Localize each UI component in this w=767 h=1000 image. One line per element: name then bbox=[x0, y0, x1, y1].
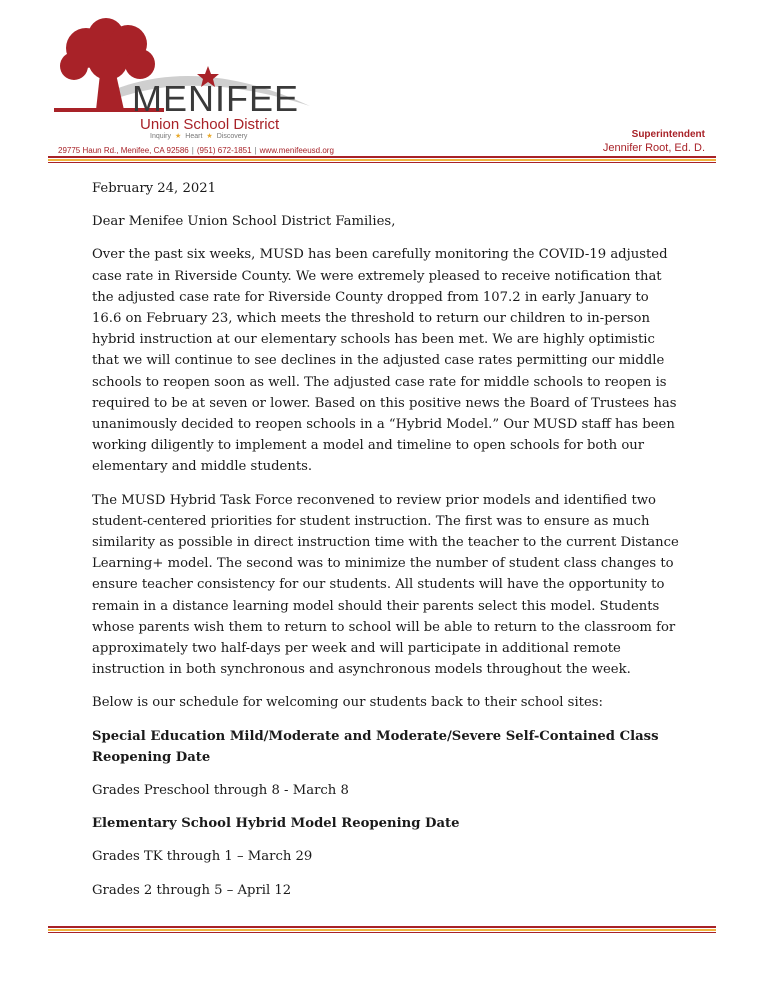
paragraph-schedule-intro: Below is our schedule for welcoming our students back to their school sites: bbox=[92, 695, 603, 711]
phone-number: (951) 672-1851 bbox=[196, 146, 252, 155]
elementary-grades-2-5: Grades 2 through 5 – April 12 bbox=[92, 882, 292, 898]
letter-date: February 24, 2021 bbox=[92, 181, 217, 196]
tagline-word: Heart bbox=[185, 133, 203, 140]
tagline-word: Discovery bbox=[216, 133, 248, 140]
footer-divider bbox=[48, 926, 716, 933]
street-address: 29775 Haun Rd., Menifee, CA 92586 bbox=[58, 146, 189, 155]
heading-special-education: Special Education Mild/Moderate and Moderate/Severe Self-Contained Class Reopening Date bbox=[92, 728, 659, 765]
star-bullet-icon: ★ bbox=[206, 133, 213, 140]
district-wordmark: MENIFEE bbox=[132, 78, 300, 119]
letterhead bbox=[0, 0, 767, 170]
district-subtitle: Union School District bbox=[140, 116, 280, 133]
elementary-grades-tk-1: Grades TK through 1 – March 29 bbox=[92, 849, 313, 865]
tagline-word: Inquiry bbox=[150, 133, 172, 140]
heading-elementary: Elementary School Hybrid Model Reopening Date bbox=[92, 816, 460, 832]
district-address: 29775 Haun Rd., Menifee, CA 92586 | (951) 672-1851 | www.menifeeusd.org bbox=[58, 146, 334, 155]
paragraph-hybrid-task-force: The MUSD Hybrid Task Force reconvened to review prior models and identified two student-centered priorities for student instruction. The first was to ensure as much similarity as possible in direct instruction time with the teacher to the current Distance Learning+ model. The second was to minimize the number of student class changes to ensure teacher consistency for our students. All students will have the opportunity to remain in a distance learning model should their parents select this model. Students whose parents wish them to return to school will be able to return to the classroom for approximately two half-days per week and will participate in additional remote instruction in both synchronous and asynchronous models throughout the week. bbox=[92, 492, 679, 678]
letter-body bbox=[92, 178, 682, 913]
paragraph-reopening-news: Over the past six weeks, MUSD has been carefully monitoring the COVID-19 adjusted case rate in Riverside County. We were extremely pleased to receive notification that the adjusted case rate for Riverside County dropped from 107.2 in early January to 16.6 on February 23, which meets the threshold to return our children to in-person hybrid instruction at our elementary schools has been met. We are highly optimistic that we will continue to see declines in the adjusted case rates permitting our middle schools to reopen soon as well. The adjusted case rate for middle schools to reopen is required to be at seven or lower. Based on this positive news the Board of Trustees has unanimously decided to reopen schools in a “Hybrid Model.” Our MUSD staff has been working diligently to implement a model and timeline to open schools for both our elementary and middle students. bbox=[92, 247, 677, 475]
header-divider bbox=[48, 156, 716, 163]
special-education-grades: Grades Preschool through 8 - March 8 bbox=[92, 783, 349, 799]
letter-salutation: Dear Menifee Union School District Families, bbox=[92, 214, 396, 230]
district-tagline bbox=[150, 132, 247, 140]
superintendent-name: Jennifer Root, Ed. D. bbox=[602, 142, 705, 154]
website-link[interactable]: www.menifeeusd.org bbox=[259, 146, 334, 155]
star-bullet-icon: ★ bbox=[175, 133, 182, 140]
superintendent-title: Superintendent bbox=[631, 129, 705, 140]
